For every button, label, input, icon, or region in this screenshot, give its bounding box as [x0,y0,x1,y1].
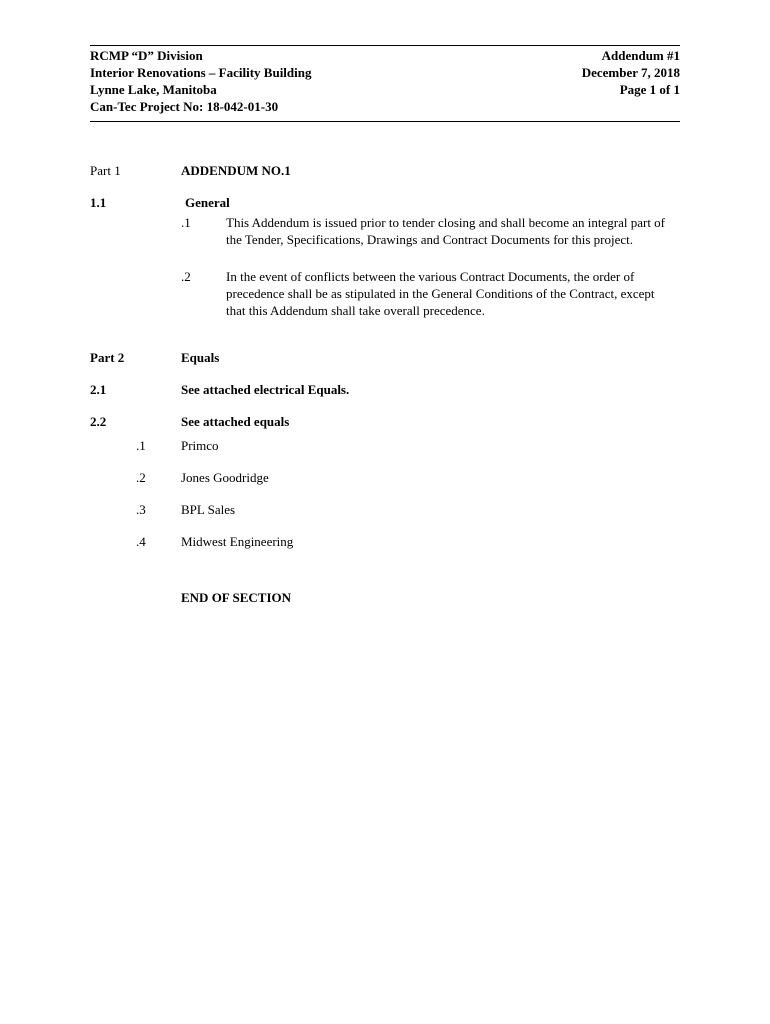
list-item-text: Primco [181,438,219,453]
header-project-number: Can-Tec Project No: 18-042-01-30 [90,99,279,114]
list-item-number: .1 [136,438,146,453]
section-1-1-number: 1.1 [90,195,107,210]
part1-title: ADDENDUM NO.1 [181,163,291,178]
section-2-2-number: 2.2 [90,414,107,429]
section-2-1-title: See attached electrical Equals. [181,382,350,397]
list-item-text: Midwest Engineering [181,534,294,549]
item-1-1-2-text: In the event of conflicts between the various Contract Documents, the order of precedence shall be as stipulated in the General Conditions of the Contract, except that this Addendum shall take overall precedence. [226,269,655,318]
header-addendum-number: Addendum #1 [601,48,680,63]
list-item-number: .3 [136,502,146,517]
section-2-1-number: 2.1 [90,382,107,397]
section-1-1-title: General [185,195,230,210]
item-1-1-1-number: .1 [181,215,191,230]
header-location: Lynne Lake, Manitoba [90,82,217,97]
header-right-block [582,47,680,98]
header-project-title: Interior Renovations – Facility Building [90,65,312,80]
list-item-text: BPL Sales [181,502,236,517]
header-page-number: Page 1 of 1 [619,82,680,97]
header-division: RCMP “D” Division [90,48,203,63]
part2-title: Equals [181,350,220,365]
header-top-rule [90,45,680,46]
part1-number: Part 1 [90,163,121,178]
part2-number: Part 2 [90,350,125,365]
section-2-2-title: See attached equals [181,414,290,429]
list-item-number: .2 [136,470,146,485]
list-item-text: Jones Goodridge [181,470,269,485]
end-of-section: END OF SECTION [181,590,292,605]
item-1-1-1-text: This Addendum is issued prior to tender closing and shall become an integral part of the Tender, Specifications, Drawings and Contract Documents for this project. [226,215,666,247]
list-item-number: .4 [136,534,146,549]
header-bottom-rule [90,121,680,122]
header-left-block [90,47,312,115]
header-date: December 7, 2018 [581,65,680,80]
item-1-1-2-number: .2 [181,269,191,284]
